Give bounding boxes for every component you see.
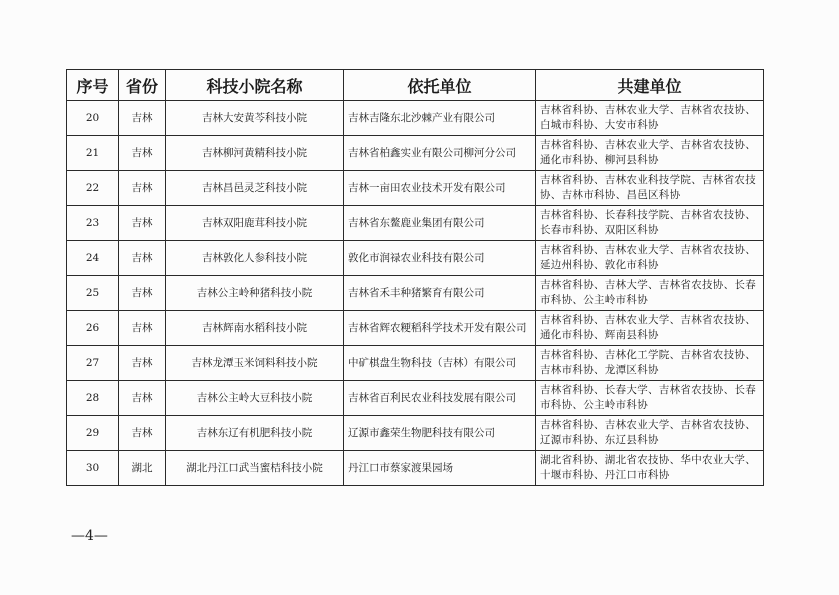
partner-organizations: 吉林省科协、吉林农业大学、吉林省农技协、通化市科协、辉南县科协 — [536, 311, 764, 346]
courtyard-name: 吉林东辽有机肥科技小院 — [166, 416, 344, 451]
courtyard-name: 吉林大安黄芩科技小院 — [166, 101, 344, 136]
partner-organizations: 吉林省科协、吉林农业大学、吉林省农技协、通化市科协、柳河县科协 — [536, 136, 764, 171]
serial-number: 30 — [67, 451, 119, 486]
courtyard-name: 吉林龙潭玉米饲料科技小院 — [166, 346, 344, 381]
table-row — [67, 136, 764, 171]
table-row — [67, 451, 764, 486]
page-number: —4— — [71, 528, 108, 544]
table-row — [67, 381, 764, 416]
partner-organizations: 吉林省科协、吉林大学、吉林省农技协、长春市科协、公主岭市科协 — [536, 276, 764, 311]
partner-organizations: 吉林省科协、吉林农业大学、吉林省农技协、延边州科协、敦化市科协 — [536, 241, 764, 276]
table-row — [67, 346, 764, 381]
province: 湖北 — [119, 451, 166, 486]
host-organization: 吉林省百利民农业科技发展有限公司 — [344, 381, 536, 416]
serial-number: 20 — [67, 101, 119, 136]
host-organization: 辽源市鑫荣生物肥科技有限公司 — [344, 416, 536, 451]
serial-number: 24 — [67, 241, 119, 276]
partner-organizations: 吉林省科协、吉林农业大学、吉林省农技协、白城市科协、大安市科协 — [536, 101, 764, 136]
header-courtyard-name: 科技小院名称 — [166, 70, 344, 101]
table-row — [67, 206, 764, 241]
header-serial-number: 序号 — [67, 70, 119, 101]
partner-organizations: 吉林省科协、长春科技学院、吉林省农技协、长春市科协、双阳区科协 — [536, 206, 764, 241]
host-organization: 吉林省东鳌鹿业集团有限公司 — [344, 206, 536, 241]
header-partner-organizations: 共建单位 — [536, 70, 764, 101]
host-organization: 吉林省柏鑫实业有限公司柳河分公司 — [344, 136, 536, 171]
header-province: 省份 — [119, 70, 166, 101]
province: 吉林 — [119, 311, 166, 346]
partner-organizations: 吉林省科协、吉林农业大学、吉林省农技协、辽源市科协、东辽县科协 — [536, 416, 764, 451]
courtyard-name: 吉林辉南水稻科技小院 — [166, 311, 344, 346]
partner-organizations: 湖北省科协、湖北省农技协、华中农业大学、十堰市科协、丹江口市科协 — [536, 451, 764, 486]
serial-number: 23 — [67, 206, 119, 241]
courtyard-name: 吉林敦化人参科技小院 — [166, 241, 344, 276]
serial-number: 21 — [67, 136, 119, 171]
province: 吉林 — [119, 206, 166, 241]
host-organization: 敦化市润禄农业科技有限公司 — [344, 241, 536, 276]
table-row — [67, 241, 764, 276]
serial-number: 26 — [67, 311, 119, 346]
serial-number: 25 — [67, 276, 119, 311]
courtyard-name: 湖北丹江口武当蜜桔科技小院 — [166, 451, 344, 486]
host-organization: 丹江口市蔡家渡果园场 — [344, 451, 536, 486]
province: 吉林 — [119, 346, 166, 381]
serial-number: 29 — [67, 416, 119, 451]
partner-organizations: 吉林省科协、吉林农业科技学院、吉林省农技协、吉林市科协、昌邑区科协 — [536, 171, 764, 206]
host-organization: 吉林省辉农粳稻科学技术开发有限公司 — [344, 311, 536, 346]
province: 吉林 — [119, 381, 166, 416]
table-row — [67, 101, 764, 136]
courtyard-name: 吉林柳河黄精科技小院 — [166, 136, 344, 171]
table-row — [67, 416, 764, 451]
table-row — [67, 276, 764, 311]
table-row — [67, 311, 764, 346]
courtyard-name: 吉林公主岭大豆科技小院 — [166, 381, 344, 416]
courtyard-name: 吉林公主岭种猪科技小院 — [166, 276, 344, 311]
serial-number: 28 — [67, 381, 119, 416]
table-header-row — [67, 70, 764, 101]
serial-number: 27 — [67, 346, 119, 381]
courtyard-name: 吉林昌邑灵芝科技小院 — [166, 171, 344, 206]
province: 吉林 — [119, 136, 166, 171]
host-organization: 中矿棋盘生物科技（吉林）有限公司 — [344, 346, 536, 381]
partner-organizations: 吉林省科协、长春大学、吉林省农技协、长春市科协、公主岭市科协 — [536, 381, 764, 416]
table-row — [67, 171, 764, 206]
science-courtyard-table — [66, 69, 764, 486]
host-organization: 吉林一亩田农业技术开发有限公司 — [344, 171, 536, 206]
host-organization: 吉林省禾丰种猪繁育有限公司 — [344, 276, 536, 311]
serial-number: 22 — [67, 171, 119, 206]
header-host-organization: 依托单位 — [344, 70, 536, 101]
partner-organizations: 吉林省科协、吉林化工学院、吉林省农技协、吉林市科协、龙潭区科协 — [536, 346, 764, 381]
province: 吉林 — [119, 101, 166, 136]
province: 吉林 — [119, 171, 166, 206]
province: 吉林 — [119, 241, 166, 276]
province: 吉林 — [119, 276, 166, 311]
courtyard-name: 吉林双阳鹿茸科技小院 — [166, 206, 344, 241]
host-organization: 吉林吉隆东北沙棘产业有限公司 — [344, 101, 536, 136]
province: 吉林 — [119, 416, 166, 451]
